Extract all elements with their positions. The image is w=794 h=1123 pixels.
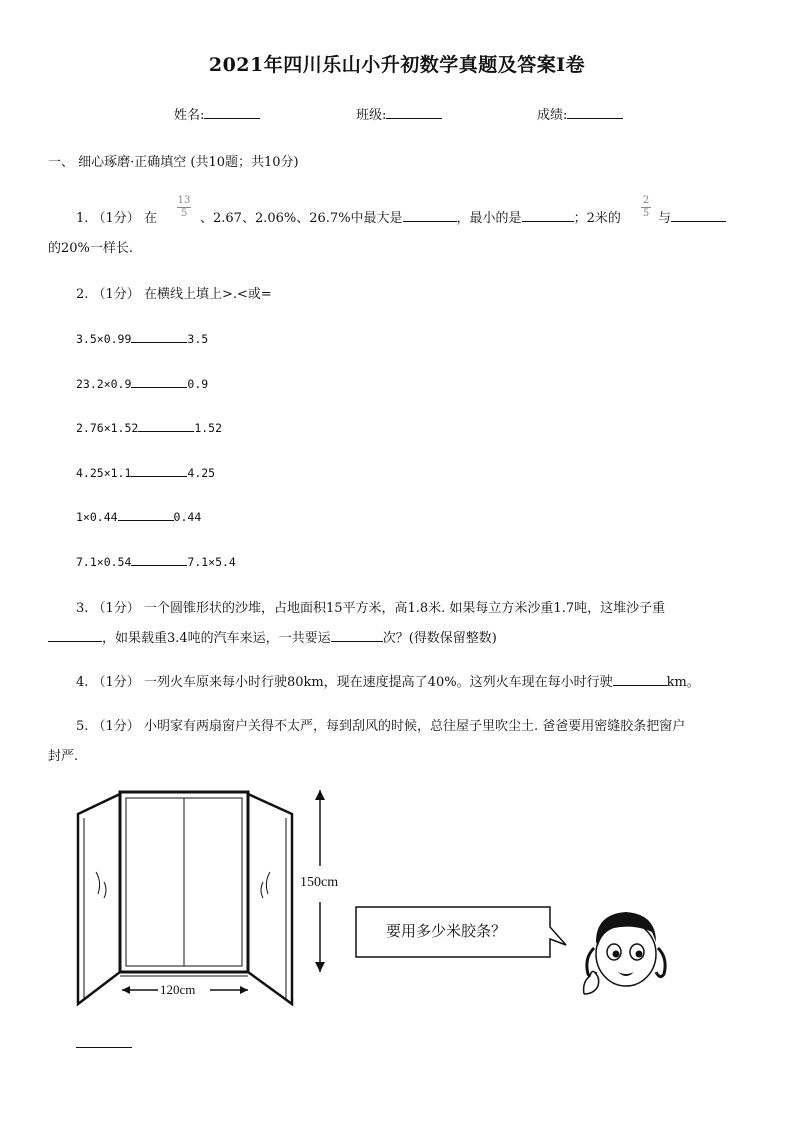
class-field bbox=[356, 104, 442, 123]
q1-line2: 的20%一样长. bbox=[48, 241, 134, 256]
q3-line2b: 次？(得数保留整数) bbox=[382, 631, 497, 646]
q3-blank-trips[interactable] bbox=[331, 628, 383, 642]
height-label: 150cm bbox=[300, 875, 339, 890]
q2-item-blank[interactable] bbox=[131, 552, 187, 566]
q1-fraction-1 bbox=[177, 196, 191, 219]
q1-line1 bbox=[200, 207, 621, 226]
q5-line1: 5. （1分） 小明家有两扇窗户关得不太严，每到刮风的时候，总往屋子里吹尘土. 爸爸要用密缝胶条把窗户 bbox=[76, 719, 686, 734]
q2-item-right: 0.44 bbox=[173, 510, 202, 524]
q2-item-blank[interactable] bbox=[131, 374, 187, 388]
q3-line2a: ，如果载重3.4吨的汽车来运，一共要运 bbox=[102, 631, 331, 646]
q3-line2 bbox=[48, 627, 497, 646]
q2-item bbox=[76, 463, 215, 480]
q1-part3: ，最小的是 bbox=[456, 211, 522, 226]
q2-item bbox=[76, 552, 236, 569]
q2-item-left: 1×0.44 bbox=[76, 510, 118, 524]
width-label: 120cm bbox=[160, 982, 196, 997]
q4-unit: km。 bbox=[666, 675, 700, 690]
q2-item-right: 7.1×5.4 bbox=[187, 555, 236, 569]
name-label: 姓名: bbox=[174, 108, 205, 123]
q3-line1: 3. （1分） 一个圆锥形状的沙堆，占地面积15平方米，高1.8米. 如果每立方米沙重1.7吨，这堆沙子重 bbox=[76, 601, 666, 616]
q2-item-left: 2.76×1.52 bbox=[76, 421, 139, 435]
q2-prompt: 2. （1分） 在横线上填上>.<或= bbox=[76, 287, 272, 302]
q5-line2: 封严. bbox=[48, 749, 79, 764]
q1-fraction-2 bbox=[641, 196, 651, 219]
q2-item-right: 0.9 bbox=[187, 377, 209, 391]
q1-prefix: 1. （1分） 在 bbox=[76, 211, 157, 226]
q2-item-blank[interactable] bbox=[138, 418, 194, 432]
q4-blank-speed[interactable] bbox=[613, 672, 667, 686]
q1-fraction-1-numerator: 13 bbox=[177, 195, 191, 206]
q2-item-right: 4.25 bbox=[187, 466, 216, 480]
q1-part2: 、2.67、2.06%、26.7%中最大是 bbox=[200, 211, 403, 226]
q2-item bbox=[76, 507, 201, 524]
page-title: 2021年四川乐山小升初数学真题及答案Ⅰ卷 bbox=[208, 54, 586, 76]
q2-item-right: 1.52 bbox=[194, 421, 223, 435]
q1-line1-end bbox=[658, 207, 726, 226]
q1-blank-length[interactable] bbox=[671, 208, 726, 222]
speech-text: 要用多少米胶条？ bbox=[386, 922, 507, 940]
q2-item-left: 4.25×1.1 bbox=[76, 466, 132, 480]
q2-item bbox=[76, 374, 208, 391]
q2-item-blank[interactable] bbox=[131, 463, 187, 477]
name-blank[interactable] bbox=[204, 105, 260, 119]
class-blank[interactable] bbox=[386, 105, 442, 119]
q4-line bbox=[76, 671, 700, 690]
q1-fraction-2-denominator: 5 bbox=[642, 208, 650, 219]
q5-answer-blank[interactable] bbox=[76, 1047, 132, 1048]
q3-blank-weight[interactable] bbox=[48, 628, 102, 642]
q2-item-left: 3.5×0.99 bbox=[76, 332, 132, 346]
q1-blank-min[interactable] bbox=[522, 208, 574, 222]
q1-part5: 与 bbox=[658, 211, 672, 226]
q1-blank-max[interactable] bbox=[403, 208, 457, 222]
q2-item-blank[interactable] bbox=[118, 507, 174, 521]
section-heading: 一、 细心琢磨·正确填空 (共10题；共10分) bbox=[48, 155, 299, 170]
girl-illustration bbox=[574, 902, 674, 1002]
score-label: 成绩: bbox=[537, 108, 568, 123]
q2-item-left: 7.1×0.54 bbox=[76, 555, 132, 569]
right-pane bbox=[248, 794, 292, 1004]
q1-fraction-2-numerator: 2 bbox=[642, 195, 650, 206]
q2-item bbox=[76, 418, 222, 435]
window-figure bbox=[70, 780, 370, 1010]
q1-part4: ；2米的 bbox=[573, 211, 621, 226]
q2-item-left: 23.2×0.9 bbox=[76, 377, 132, 391]
q2-item bbox=[76, 329, 208, 346]
q1-fraction-1-denominator: 5 bbox=[180, 208, 188, 219]
name-field bbox=[174, 104, 260, 123]
q4-text: 4. （1分） 一列火车原来每小时行驶80km，现在速度提高了40%。这列火车现在每小时行驶 bbox=[76, 675, 613, 690]
q2-item-blank[interactable] bbox=[131, 329, 187, 343]
score-blank[interactable] bbox=[567, 105, 623, 119]
class-label: 班级: bbox=[356, 108, 387, 123]
q2-item-right: 3.5 bbox=[187, 332, 209, 346]
score-field bbox=[537, 104, 623, 123]
face bbox=[596, 922, 656, 986]
